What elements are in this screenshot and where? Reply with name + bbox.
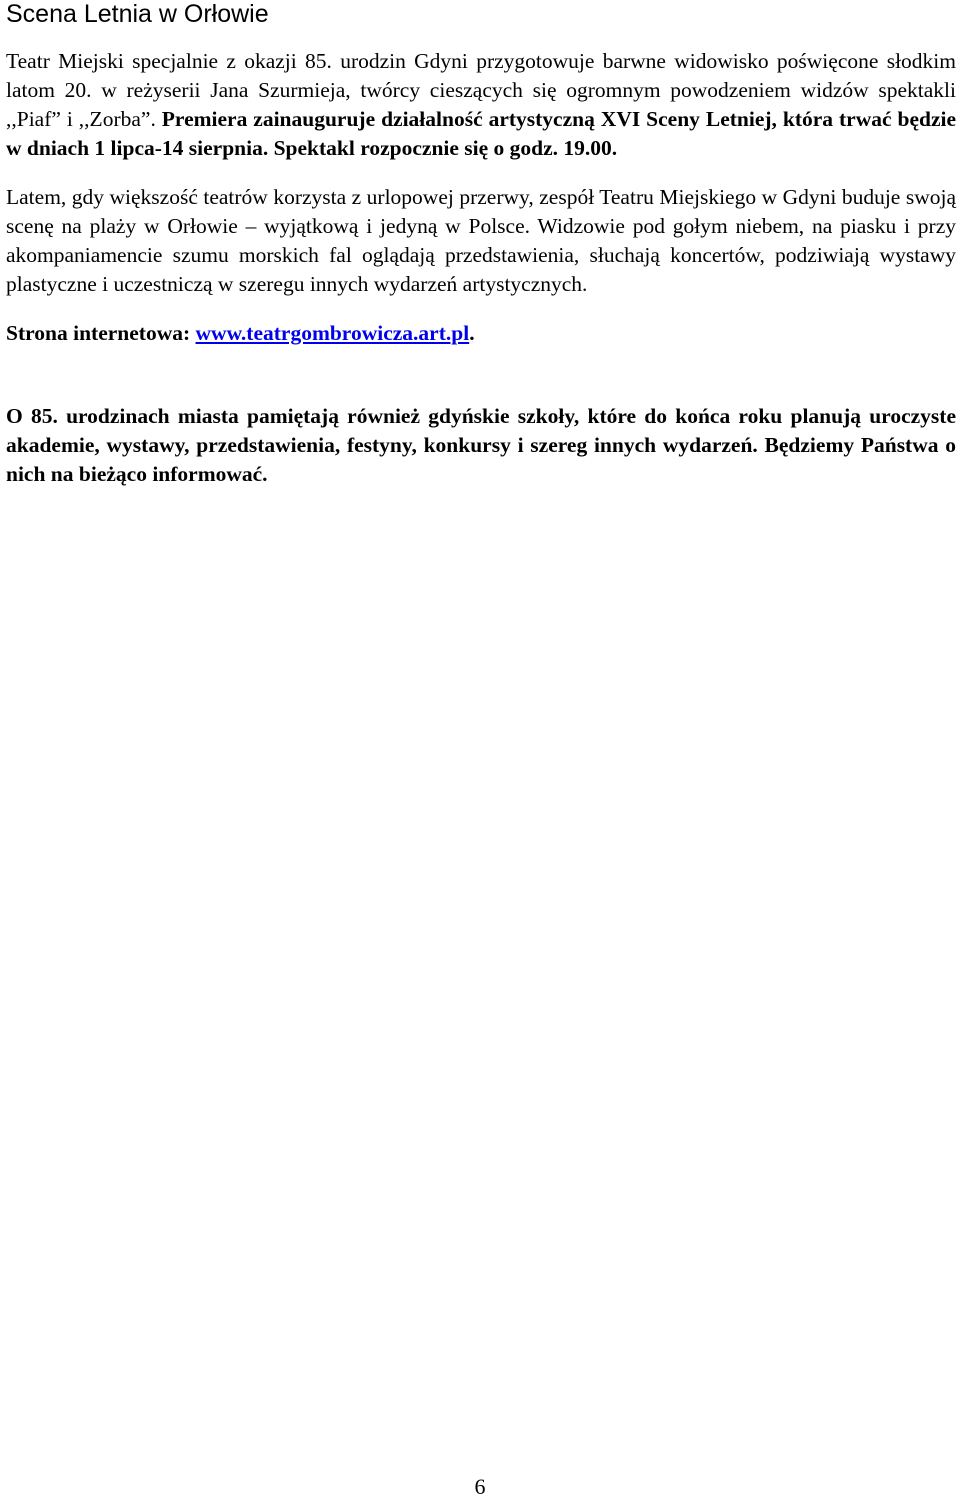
intro-text: Teatr Miejski specjalnie z okazji 85. urodzin Gdyni przygotowuje barwne widowisko poświęcone słodkim latom 20. w reżyserii Jana Szurmieja, twórcy cieszących się ogromnym powodzeniem widzów spektakli ,,Piaf” i ,,Zorba”. bbox=[6, 49, 956, 131]
intro-paragraph bbox=[6, 47, 956, 163]
website-label: Strona internetowa: bbox=[6, 321, 196, 345]
section-title: Scena Letnia w Orłowie bbox=[6, 0, 269, 28]
schools-paragraph: O 85. urodzinach miasta pamiętają również gdyńskie szkoły, które do końca roku planują uroczyste akademie, wystawy, przedstawienia, festyny, konkursy i szereg innych wydarzeń. Będziemy Państwa o nich na bieżąco informować. bbox=[6, 404, 956, 486]
website-link[interactable]: www.teatrgombrowicza.art.pl bbox=[195, 321, 470, 345]
premiere-text: Premiera zainauguruje działalność artystyczną XVI Sceny Letniej, która trwać będzie w dniach 1 lipca-14 sierpnia. Spektakl rozpocznie się o godz. 19.00. bbox=[6, 107, 957, 160]
summer-stage-paragraph: Latem, gdy większość teatrów korzysta z urlopowej przerwy, zespół Teatru Miejskiego w Gdyni buduje swoją scenę na plaży w Orłowie – wyjątkową i jedyną w Polsce. Widzowie pod gołym niebem, na piasku i przy akompaniamencie szumu morskich fal oglądają przedstawienia, słuchają koncertów, podziwiają wystawy plastyczne i uczestniczą w szeregu innych wydarzeń artystycznych. bbox=[6, 185, 956, 296]
website-trailing: . bbox=[469, 321, 475, 345]
page-number: 6 bbox=[474, 1474, 486, 1499]
website-paragraph bbox=[6, 319, 956, 348]
document-page bbox=[6, 0, 956, 489]
